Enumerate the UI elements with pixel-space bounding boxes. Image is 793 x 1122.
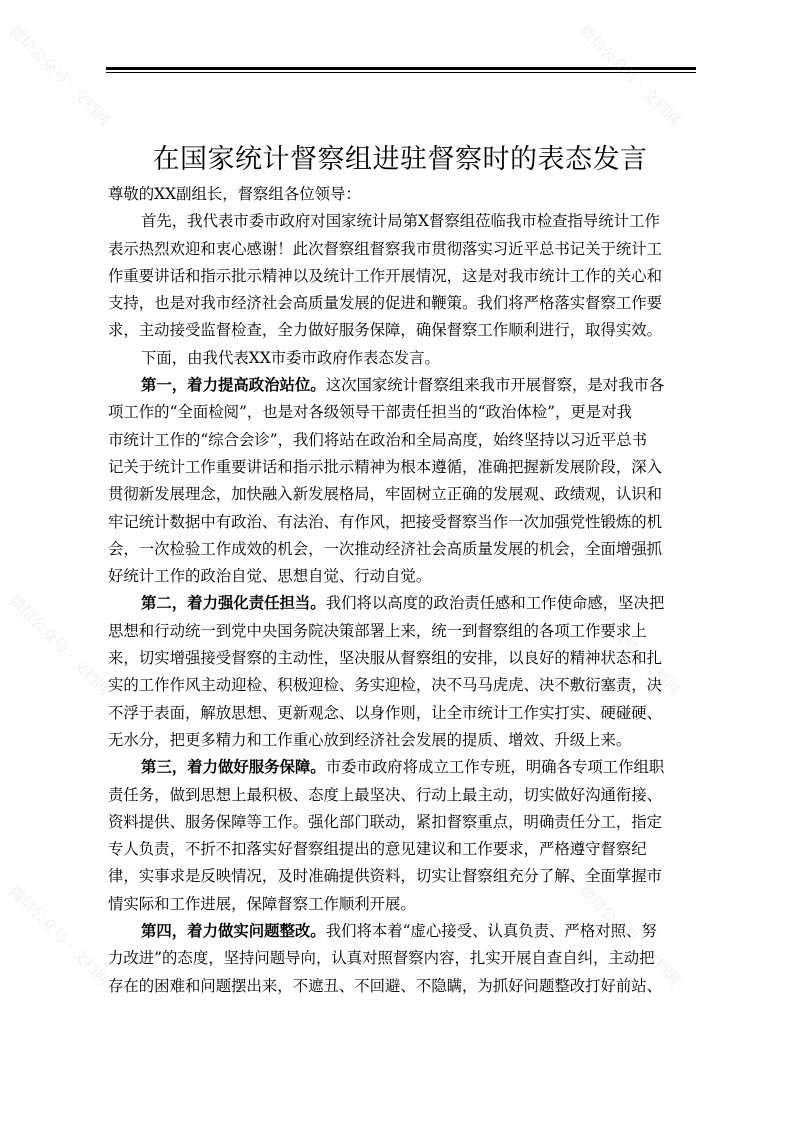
paragraph-line: 存在的困难和问题摆出来，不遮丑、不回避、不隐瞒，为抓好问题整改打好前站、 bbox=[108, 976, 663, 995]
paragraph-line: 首先，我代表市委市政府对国家统计局第X督察组莅临我市检查指导统计工作 bbox=[141, 212, 660, 231]
watermark-text: 微信公众号 · 文档网 bbox=[575, 881, 684, 990]
section-4-first-line bbox=[108, 918, 698, 945]
paragraph-line: 支持，也是对我市经济社会高质量发展的促进和鞭策。我们将严格落实督察工作要 bbox=[108, 294, 663, 313]
watermark-text: 微信公众号 · 文档网 bbox=[5, 591, 114, 700]
paragraph-line: 求，主动接受监督检查，全力做好服务保障，确保督察工作顺利进行，取得实效。 bbox=[108, 321, 663, 340]
section-3-first-line bbox=[108, 754, 698, 781]
paragraph-line: 记关于统计工作重要讲话和指示批示精神为根本遵循，准确把握新发展阶段，深入 bbox=[108, 457, 663, 476]
section-heading: 第二，着力强化责任担当。 bbox=[141, 594, 326, 613]
paragraph-text: 这次国家统计督察组来我市开展督察，是对我市各 bbox=[325, 376, 665, 395]
paragraph-line: 市统计工作的“综合会诊”，我们将站在政治和全局高度，始终坚持以习近平总书 bbox=[108, 430, 648, 449]
paragraph-line: 作重要讲话和指示批示精神以及统计工作开展情况，这是对我市统计工作的关心和 bbox=[108, 266, 663, 285]
paragraph-text: 市委市政府将成立工作专班，明确各专项工作组职 bbox=[325, 758, 665, 777]
header-rule-thick bbox=[106, 67, 696, 70]
watermark-text: 微信公众号 · 文档网 bbox=[5, 21, 114, 130]
paragraph-line: 会，一次检验工作成效的机会，一次推动经济社会高质量发展的机会，全面增强抓 bbox=[108, 539, 663, 558]
document-title: 在国家统计督察组进驻督察时的表态发言 bbox=[152, 144, 648, 175]
paragraph-line: 律，实事求是反映情况，及时准确提供资料，切实让督察组充分了解、全面掌握市 bbox=[108, 867, 663, 886]
watermark-text: 微信公众号 · 文档网 bbox=[575, 591, 684, 700]
paragraph-text: 我们将本着“虚心接受、认真负责、严格对照、努 bbox=[325, 922, 657, 941]
paragraph-line: 表示热烈欢迎和衷心感谢！此次督察组督察我市贯彻落实习近平总书记关于统计工 bbox=[108, 239, 663, 258]
paragraph-line: 牢记统计数据中有政治、有法治、有作风，把接受督察当作一次加强党性锻炼的机 bbox=[108, 512, 663, 531]
paragraph-line: 思想和行动统一到党中央国务院决策部署上来，统一到督察组的各项工作要求上 bbox=[108, 621, 647, 640]
paragraph-line: 专人负责，不折不扣落实好督察组提出的意见建议和工作要求，严格遵守督察纪 bbox=[108, 840, 647, 859]
salutation: 尊敬的XX副组长，督察组各位领导： bbox=[108, 185, 361, 203]
paragraph-line: 情实际和工作进展，保障督察工作顺利开展。 bbox=[108, 894, 416, 913]
paragraph-line: 责任务，做到思想上最积极、态度上最坚决、行动上最主动，切实做好沟通衔接、 bbox=[108, 785, 663, 804]
paragraph-line: 项工作的“全面检阅”，也是对各级领导干部责任担当的“政治体检”，更是对我 bbox=[108, 403, 632, 422]
paragraph-line: 下面，由我代表XX市委市政府作表态发言。 bbox=[141, 348, 440, 367]
watermark-text: 微信公众号 · 文档网 bbox=[5, 881, 114, 990]
paragraph-line: 力改进”的态度，坚持问题导向，认真对照督察内容，扎实开展自查自纠，主动把 bbox=[108, 949, 655, 968]
paragraph-line: 资料提供、服务保障等工作。强化部门联动，紧扣督察重点，明确责任分工，指定 bbox=[108, 812, 663, 831]
section-heading: 第四，着力做实问题整改。 bbox=[141, 922, 326, 941]
section-1-first-line bbox=[108, 372, 698, 399]
watermark-text: 微信公众号 · 文档网 bbox=[575, 21, 684, 130]
paragraph-line: 来，切实增强接受督察的主动性，坚决服从督察组的安排，以良好的精神状态和扎 bbox=[108, 649, 663, 668]
section-heading: 第一，着力提高政治站位。 bbox=[141, 376, 326, 395]
paragraph-text: 我们将以高度的政治责任感和工作使命感，坚决把 bbox=[325, 594, 665, 613]
header-rule-thin bbox=[106, 72, 696, 73]
paragraph-line: 好统计工作的政治自觉、思想自觉、行动自觉。 bbox=[108, 567, 432, 586]
paragraph-line: 实的工作作风主动迎检、积极迎检、务实迎检，决不马马虎虎、决不敷衍塞责，决 bbox=[108, 676, 663, 695]
section-2-first-line bbox=[108, 590, 698, 617]
paragraph-line: 无水分，把更多精力和工作重心放到经济社会发展的提质、增效、升级上来。 bbox=[108, 730, 632, 749]
paragraph-line: 不浮于表面，解放思想、更新观念、以身作则，让全市统计工作实打实、硬碰硬、 bbox=[108, 703, 663, 722]
paragraph-line: 贯彻新发展理念，加快融入新发展格局，牢固树立正确的发展观、政绩观，认识和 bbox=[108, 485, 663, 504]
document-body bbox=[108, 181, 698, 1000]
section-heading: 第三，着力做好服务保障。 bbox=[141, 758, 326, 777]
